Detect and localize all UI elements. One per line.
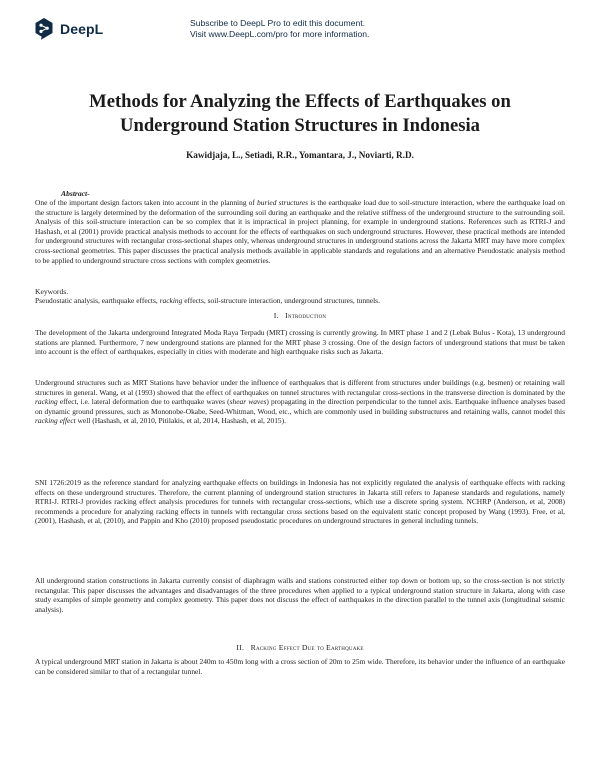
- deepl-pro-link[interactable]: www.DeepL.com/pro: [208, 29, 288, 39]
- keywords-part-c: effects, soil-structure interaction, underground structures, tunnels.: [182, 296, 380, 305]
- p2-part: Underground structures such as MRT Stations have behavior under the influence of earthquakes that is different from structures under buildings (e.g. besmen) or retaining wall structures in general. Wang, et al (1993) showed that the effect of earthquakes on tunnel structures with rectangular cross-sections in the transverse direction is dominated by the: [35, 378, 565, 397]
- intro-paragraph-2: [35, 378, 565, 426]
- p2-italic-shear-waves: shear waves: [229, 397, 267, 407]
- visit-line: [190, 29, 369, 40]
- section-number: II.: [236, 643, 245, 652]
- paper-title: Methods for Analyzing the Effects of Earthquakes on Underground Station Structures in Indonesia: [89, 91, 511, 136]
- section-heading-introduction: [35, 311, 565, 320]
- abstract-part-c: is the earthquake load due to soil-structure interaction, where the earthquake load on the structure is largely determined by the deformation of the surrounding soil during an earthquake and the relative stiffness of the underground structure to the surrounding soil. Analysis of this soil-structure interaction can be so complex that it is impractical in project planning, for example in underground stations. References such as RTRI-J and Hashash, et al (2001) provide practical analysis methods to account for the effects of earthquakes on such underground structures. However, these practical methods are intended for underground structures with rectangular cross-sectional shapes only, whereas underground structures in underground stations across the Jakarta MRT may have more complex cross-sectional geometries. This paper discusses the practical analysis methods available in applicable standards and regulations and an alternative Pseudostatic analysis method to be applied to underground structure cross sections with complex geometries.: [35, 198, 565, 265]
- deepl-banner: [0, 0, 600, 58]
- p2-part: effect, i.e. lateral deformation due to earthquake waves (: [57, 397, 230, 407]
- subscribe-notice: [190, 18, 369, 40]
- p2-part: well (Hashash, et al, 2010, Pitilakis, et al, 2014, Hashash, et al, 2015).: [75, 416, 286, 426]
- intro-paragraph-3: SNI 1726:2019 as the reference standard for analyzing earthquake effects on buildings in Indonesia has not explicitly regulated the analysis of earthquake effects with racking effects on these underground structures. Therefore, the current planning of underground station structures in Jakarta still refers to Japanese standards and regulations, namely RTRI-J. RTRI-J provides racking effect analysis procedures for tunnels with rectangular cross-sections, which use a discrete spring system. NCHRP (Anderson, et al, 2008) recommends a procedure for analyzing racking effects in tunnels with rectangular cross sections based on the equivalent static concept proposed by Wang (1993). Free, et al, (2001), Hashash, et al, (2010), and Pappin and Kho (2010) proposed pseudostatic procedures on underground structures in general including tunnels.: [35, 478, 565, 526]
- deepl-logo-text: DeepL: [60, 21, 104, 37]
- keywords-text: [35, 296, 565, 306]
- keywords-heading: Keywords.: [35, 287, 69, 296]
- p2-italic-racking: racking: [35, 397, 58, 407]
- subscribe-line: Subscribe to DeepL Pro to edit this document.: [190, 18, 365, 28]
- p2-italic-racking-effect: racking effect: [35, 416, 76, 426]
- visit-prefix: Visit: [190, 29, 209, 39]
- section-heading-racking-effect: [35, 643, 565, 652]
- visit-suffix: for more information.: [287, 29, 370, 39]
- keywords-part-a: Pseudostatic analysis, earthquake effects,: [35, 296, 160, 305]
- abstract-heading: Abstract-: [61, 189, 90, 198]
- intro-paragraph-1: The development of the Jakarta underground Integrated Moda Raya Terpadu (MRT) crossing is currently growing. In MRT phase 1 and 2 (Lebak Bulus - Kota), 13 underground stations are planned. Furthermore, 7 new underground stations are planned for the MRT phase 3 crossing. One of the design factors of underground stations that must be taken into account is the effect of earthquakes, especially in cities with moderate and high earthquake risks such as Jakarta.: [35, 328, 565, 357]
- keywords-italic-term: racking: [159, 296, 183, 305]
- abstract-text: [35, 198, 565, 265]
- abstract-part-a: One of the important design factors taken into account in the planning of: [35, 198, 258, 207]
- paper-authors: Kawidjaja, L., Setiadi, R.R., Yomantara, J., Noviarti, R.D.: [186, 150, 414, 160]
- abstract-italic-term: buried structures: [257, 198, 309, 207]
- intro-paragraph-4: All underground station constructions in Jakarta currently consist of diaphragm walls and stations constructed either top down or bottom up, so the cross-section is not strictly rectangular. This paper discusses the advantages and disadvantages of the three procedures when applied to a typical underground station structure in Jakarta, along with case study examples of simple geometry and complex geometry. This paper does not discuss the effect of earthquakes in the direction parallel to the tunnel axis (longitudinal seismic analysis).: [35, 576, 565, 614]
- p2-part: ) propagating in the direction perpendicular to the tunnel axis. Earthquake influence analyses based on dynamic ground pressures, such as Mononobe-Okabe, Seed-Whitman, Wood, etc., which are commonly used in building substructures and retaining walls, cannot model this: [35, 397, 565, 416]
- section-title: Introduction: [285, 311, 327, 320]
- section-number: I.: [273, 311, 279, 320]
- deepl-logo-icon: [34, 17, 54, 41]
- deepl-logo[interactable]: [34, 12, 134, 46]
- section-title: Racking Effect Due to Earthquake: [250, 643, 364, 652]
- section2-paragraph-1: A typical underground MRT station in Jakarta is about 240m to 450m long with a cross section of 20m to 25m wide. Therefore, its behavior under the influence of an earthquake can be considered similar to that of a rectangular tunnel.: [35, 657, 565, 676]
